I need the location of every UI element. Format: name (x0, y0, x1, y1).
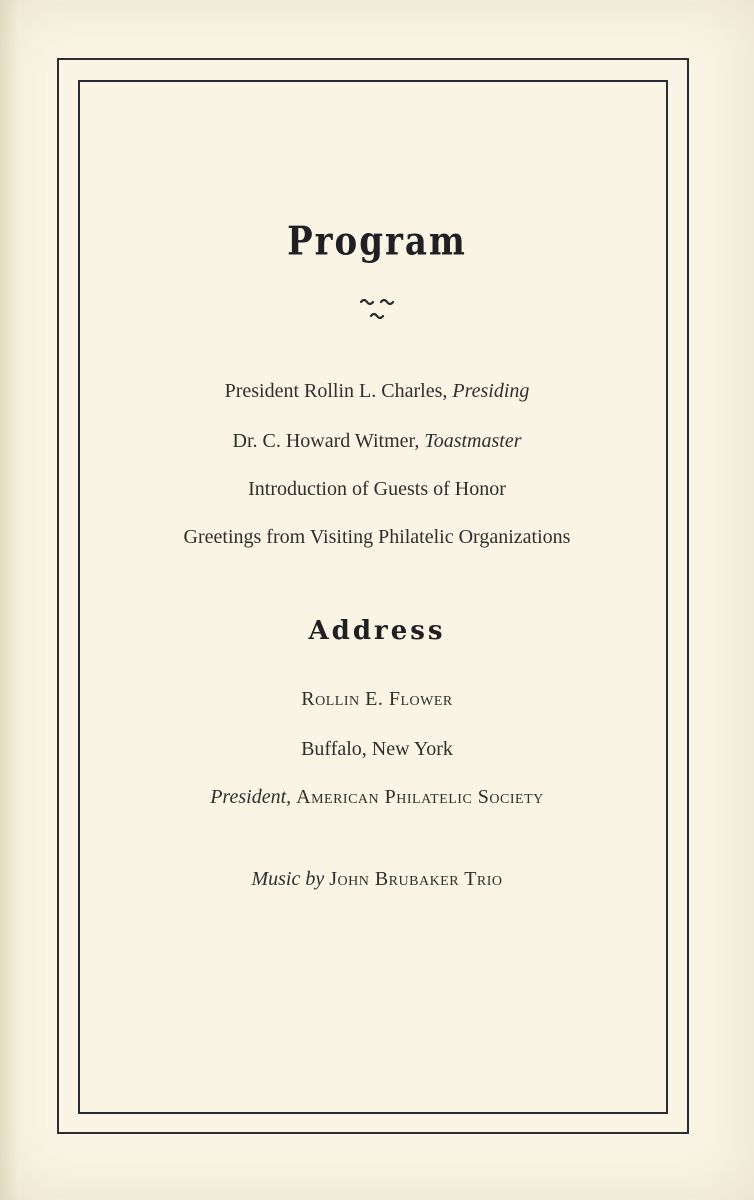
music-credit (0, 868, 754, 891)
program-heading: Program (287, 219, 467, 265)
speaker-title-italic: President (210, 786, 287, 808)
music-performer: John Brubaker Trio (329, 868, 503, 890)
paper-edge (0, 0, 18, 1200)
speaker-name: Rollin E. Flower (301, 688, 453, 710)
tilde-ornament-icon (0, 292, 754, 326)
toastmaster-text: Dr. C. Howard Witmer, (232, 430, 425, 452)
toastmaster-role: Toastmaster (424, 430, 522, 452)
speaker-comma: , (286, 786, 297, 808)
speaker-title (0, 786, 754, 809)
presiding-role: Presiding (452, 380, 530, 402)
music-label: Music by (251, 868, 325, 890)
speaker-location: Buffalo, New York (301, 738, 453, 760)
program-item-greetings: Greetings from Visiting Philatelic Organizations (183, 526, 571, 548)
program-item-guests: Introduction of Guests of Honor (248, 478, 506, 500)
program-item-toastmaster (0, 430, 754, 453)
program-item-presiding (0, 380, 754, 403)
speaker-organization: American Philatelic Society (296, 786, 544, 808)
address-heading: Address (308, 616, 446, 646)
presiding-text: President Rollin L. Charles, (224, 380, 453, 402)
